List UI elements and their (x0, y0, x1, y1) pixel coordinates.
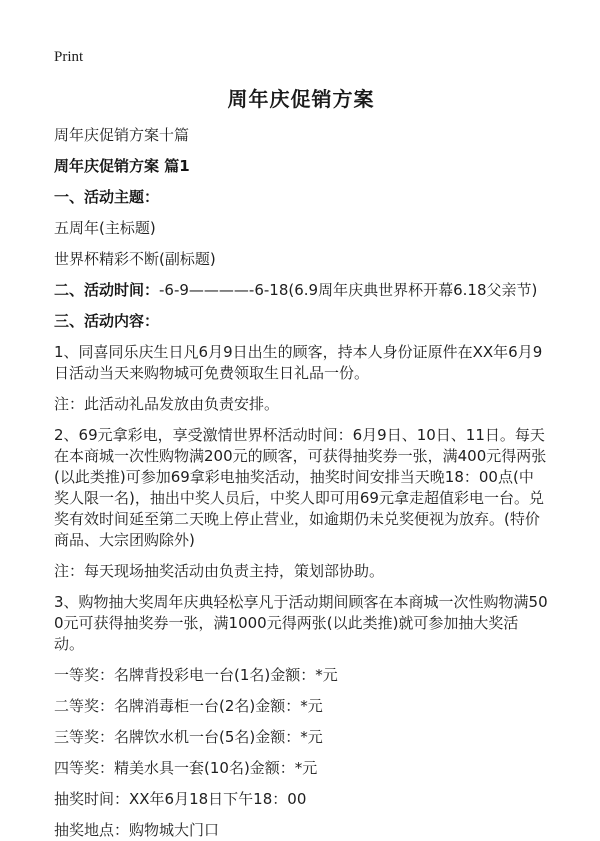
para-birthday-gift: 1、同喜同乐庆生日凡6月9日出生的顾客，持本人身份证原件在XX年6月9日活动当天来购物城可免费领取生日礼品一份。 (54, 343, 543, 382)
prize-fourth: 四等奖：精美水具一套(10名)金额：*元 (54, 759, 318, 777)
para-grand-prize: 3、购物抽大奖周年庆典轻松享凡于活动期间顾客在本商城一次性购物满500元可获得抽奖券一张，满1000元得两张(以此类推)就可参加抽大奖活动。 (54, 593, 548, 653)
prize-first: 一等奖：名牌背投彩电一台(1名)金额：*元 (54, 666, 338, 684)
section-time-heading: 二、活动时间： (54, 281, 160, 299)
para-tv-lottery: 2、69元拿彩电，享受激情世界杯活动时间：6月9日、10日、11日。每天在本商城一次性购物满200元的顾客，可获得抽奖券一张，满400元得两张(以此类推)可参加69拿彩电抽奖活动，抽奖时间安排当天晚18：00点(中奖人限一名)，抽出中奖人员后，中奖人即可用69元拿走超值彩电一台。兑奖有效时间延至第二天晚上停止营业，如逾期仍未兑奖便视为放弃。(特价商品、大宗团购除外) (54, 426, 547, 549)
note-gift-distribution: 注：此活动礼品发放由负责安排。 (54, 395, 280, 413)
theme-main-title: 五周年(主标题) (54, 219, 156, 237)
section-time (54, 280, 548, 301)
prize-third: 三等奖：名牌饮水机一台(5名)金额：*元 (54, 728, 323, 746)
theme-sub-title: 世界杯精彩不断(副标题) (54, 250, 216, 268)
piece-heading: 周年庆促销方案 篇1 (54, 157, 190, 175)
section-time-value: -6-9————-6-18(6.9周年庆典世界杯开幕6.18父亲节) (159, 281, 538, 299)
print-link[interactable]: Print (54, 49, 84, 65)
page-title: 周年庆促销方案 (227, 87, 375, 111)
doc-subtitle: 周年庆促销方案十篇 (54, 126, 190, 144)
section-content-heading: 三、活动内容： (54, 312, 160, 330)
section-theme-heading: 一、活动主题： (54, 188, 160, 206)
prize-second: 二等奖：名牌消毒柜一台(2名)金额：*元 (54, 697, 323, 715)
lottery-time: 抽奖时间：XX年6月18日下午18：00 (54, 790, 307, 808)
note-lottery-host: 注：每天现场抽奖活动由负责主持，策划部协助。 (54, 562, 385, 580)
lottery-place: 抽奖地点：购物城大门口 (54, 821, 220, 839)
